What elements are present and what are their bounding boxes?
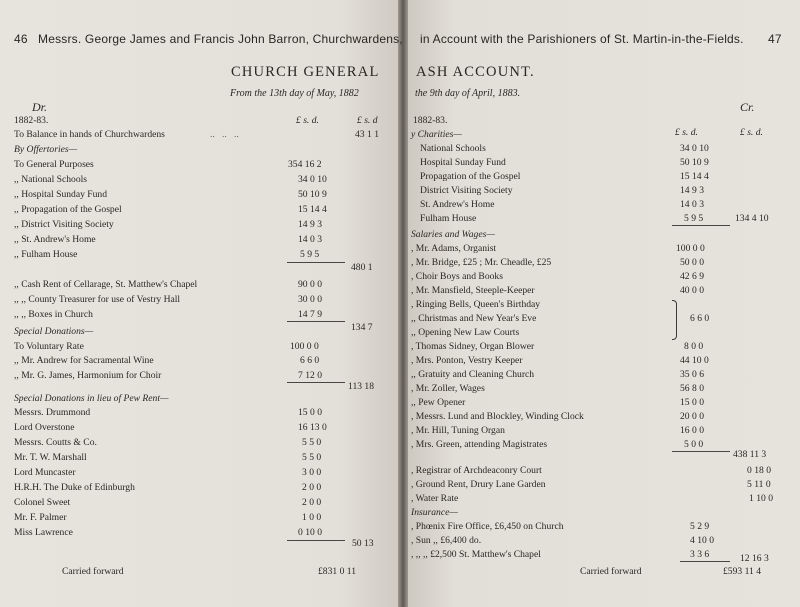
credit-amount: 50 0 0 — [680, 257, 704, 268]
account-title-right: ASH ACCOUNT. — [416, 64, 535, 80]
year-left: 1882-83. — [14, 115, 49, 126]
credit-amount: 5 9 5 — [684, 213, 704, 224]
leader-dots: .. .. .. — [210, 129, 239, 140]
carried-forward-total-left: £831 0 11 — [318, 566, 357, 577]
credit-row: , Mr. Hill, Tuning Organ — [411, 425, 505, 436]
debit-row: To Voluntary Rate — [14, 341, 84, 352]
left-running-title: Messrs. George James and Francis John Barron, Churchwardens, — [38, 32, 403, 46]
debit-row: Lord Overstone — [14, 422, 75, 433]
credit-row: ,, Pew Opener — [411, 397, 466, 408]
credit-amount: 14 9 3 — [680, 185, 704, 196]
debit-row: ,, ,, Boxes in Church — [14, 309, 93, 320]
debit-amount: 14 0 3 — [298, 234, 322, 245]
credit-row: ,, Christmas and New Year's Eve — [411, 313, 537, 324]
period-right: the 9th day of April, 1883. — [415, 88, 521, 99]
debit-row: ,, Cash Rent of Cellarage, St. Matthew's Chapel — [14, 279, 198, 290]
credit-row: Hospital Sunday Fund — [420, 157, 506, 168]
year-right: 1882-83. — [413, 115, 448, 126]
debit-amount: 0 10 0 — [298, 527, 322, 538]
debit-amount: 5 5 0 — [302, 452, 322, 463]
charities-heading: y Charities— — [411, 129, 462, 140]
credit-row: , Thomas Sidney, Organ Blower — [411, 341, 535, 352]
special-total: 113 18 — [348, 381, 375, 392]
debit-amount: 1 0 0 — [302, 512, 322, 523]
debit-row: ,, Mr. G. James, Harmonium for Choir — [14, 370, 162, 381]
debit-amount: 3 0 0 — [302, 467, 322, 478]
credit-row: , Mr. Zoller, Wages — [411, 383, 485, 394]
credit-amount: 100 0 0 — [676, 243, 705, 254]
balance-total: 43 1 1 — [355, 129, 379, 140]
credit-amount: 35 0 6 — [680, 369, 704, 380]
lsd-heading-right-1: £ s. d. — [675, 127, 698, 138]
debit-amount: 90 0 0 — [298, 279, 322, 290]
debit-amount: 5 5 0 — [302, 437, 322, 448]
debit-row: Messrs. Drummond — [14, 407, 91, 418]
debit-row: ,, ,, County Treasurer for use of Vestry Hall — [14, 294, 181, 305]
subtotal-rule — [672, 451, 730, 452]
credit-total: 0 18 0 — [747, 465, 771, 476]
debit-row: ,, Mr. Andrew for Sacramental Wine — [14, 355, 154, 366]
credit-row: , Choir Boys and Books — [411, 271, 503, 282]
debit-amount: 2 0 0 — [302, 482, 322, 493]
credit-row: , Registrar of Archdeaconry Court — [411, 465, 542, 476]
debit-row: Mr. T. W. Marshall — [14, 452, 87, 463]
credit-amount: 34 0 10 — [680, 143, 709, 154]
debit-amount: 354 16 2 — [288, 159, 322, 170]
right-running-title: in Account with the Parishioners of St. Martin-in-the-Fields. — [420, 32, 744, 46]
subtotal-rule — [672, 225, 730, 226]
salaries-heading: Salaries and Wages— — [411, 229, 495, 240]
credit-row: , Ringing Bells, Queen's Birthday — [411, 299, 541, 310]
credit-row: , Mr. Mansfield, Steeple-Keeper — [411, 285, 535, 296]
credit-row: ,, Opening New Law Courts — [411, 327, 520, 338]
insurance-heading: Insurance— — [411, 507, 458, 518]
credit-amount: 42 6 9 — [680, 271, 704, 282]
credit-amount: 44 10 0 — [680, 355, 709, 366]
dr-label: Dr. — [32, 100, 48, 114]
debit-row: ,, Propagation of the Gospel — [14, 204, 122, 215]
debit-row: Messrs. Coutts & Co. — [14, 437, 97, 448]
credit-amount: 16 0 0 — [680, 425, 704, 436]
carried-forward-total-right: £593 11 4 — [723, 566, 762, 577]
debit-amount: 5 9 5 — [300, 249, 320, 260]
credit-row: St. Andrew's Home — [420, 199, 495, 210]
book-gutter — [398, 0, 408, 607]
credit-amount: 14 0 3 — [680, 199, 704, 210]
lsd-heading-right-2: £ s. d. — [740, 127, 763, 138]
insurance-total: 12 16 3 — [740, 553, 769, 564]
balance-label: To Balance in hands of Churchwardens — [14, 129, 165, 140]
debit-row: Colonel Sweet — [14, 497, 71, 508]
credit-amount: 3 3 6 — [690, 549, 710, 560]
pew-total: 50 13 — [352, 538, 374, 549]
credit-total: 5 11 0 — [747, 479, 771, 490]
offertories-heading: By Offertories— — [14, 144, 78, 155]
pew-donations-heading: Special Donations in lieu of Pew Rent— — [14, 393, 169, 404]
special-donations-heading: Special Donations— — [14, 326, 94, 337]
subtotal-rule — [287, 321, 345, 322]
cr-label: Cr. — [740, 100, 755, 114]
lsd-heading-left-2: £ s. d — [357, 115, 378, 126]
debit-amount: 100 0 0 — [290, 341, 319, 352]
debit-row: ,, St. Andrew's Home — [14, 234, 96, 245]
cash-total: 134 7 — [351, 322, 373, 333]
debit-amount: 15 14 4 — [298, 204, 327, 215]
bells-brace — [672, 300, 677, 340]
credit-row: Fulham House — [420, 213, 477, 224]
credit-amount: 4 10 0 — [690, 535, 714, 546]
debit-row: Mr. F. Palmer — [14, 512, 67, 523]
credit-row: , Ground Rent, Drury Lane Garden — [411, 479, 546, 490]
credit-row: , Mrs. Green, attending Magistrates — [411, 439, 548, 450]
debit-amount: 16 13 0 — [298, 422, 327, 433]
debit-row: To General Purposes — [14, 159, 94, 170]
credit-amount: 5 0 0 — [684, 439, 704, 450]
left-page-number: 46 — [14, 32, 28, 46]
salaries-total: 438 11 3 — [733, 449, 767, 460]
debit-row: ,, Hospital Sunday Fund — [14, 189, 108, 200]
credit-amount: 5 2 9 — [690, 521, 710, 532]
period-left: From the 13th day of May, 1882 — [230, 88, 359, 99]
debit-row: ,, District Visiting Society — [14, 219, 114, 230]
subtotal-rule — [287, 382, 345, 383]
debit-amount: 2 0 0 — [302, 497, 322, 508]
credit-row: ,, Gratuity and Cleaning Church — [411, 369, 535, 380]
credit-row: , Messrs. Lund and Blockley, Winding Clock — [411, 411, 584, 422]
carried-forward-label-right: Carried forward — [580, 566, 642, 577]
credit-amount: 15 0 0 — [680, 397, 704, 408]
debit-amount: 7 12 0 — [298, 370, 322, 381]
charities-total: 134 4 10 — [735, 213, 769, 224]
debit-amount: 15 0 0 — [298, 407, 322, 418]
credit-row: District Visiting Society — [420, 185, 513, 196]
credit-row: , Mrs. Ponton, Vestry Keeper — [411, 355, 523, 366]
credit-row: Propagation of the Gospel — [420, 171, 521, 182]
offertories-total: 480 1 — [351, 262, 373, 273]
right-page-number: 47 — [768, 32, 782, 46]
credit-amount: 20 0 0 — [680, 411, 704, 422]
subtotal-rule — [680, 561, 730, 562]
bells-amount: 6 6 0 — [690, 313, 710, 324]
credit-row: National Schools — [420, 143, 486, 154]
credit-amount: 15 14 4 — [680, 171, 709, 182]
subtotal-rule — [287, 540, 345, 541]
account-title-left: CHURCH GENERAL — [231, 64, 380, 80]
debit-row: Miss Lawrence — [14, 527, 73, 538]
credit-row: , ,, ,, £2,500 St. Matthew's Chapel — [411, 549, 541, 560]
credit-amount: 40 0 0 — [680, 285, 704, 296]
carried-forward-label-left: Carried forward — [62, 566, 124, 577]
lsd-heading-left-1: £ s. d. — [296, 115, 319, 126]
credit-row: , Sun ,, £6,400 do. — [411, 535, 482, 546]
credit-row: , Mr. Adams, Organist — [411, 243, 497, 254]
debit-row: H.R.H. The Duke of Edinburgh — [14, 482, 135, 493]
credit-row: , Phœnix Fire Office, £6,450 on Church — [411, 521, 564, 532]
debit-row: ,, Fulham House — [14, 249, 78, 260]
debit-row: ,, National Schools — [14, 174, 88, 185]
debit-amount: 30 0 0 — [298, 294, 322, 305]
credit-total: 1 10 0 — [749, 493, 773, 504]
debit-amount: 34 0 10 — [298, 174, 327, 185]
debit-row: Lord Muncaster — [14, 467, 76, 478]
debit-amount: 50 10 9 — [298, 189, 327, 200]
debit-amount: 6 6 0 — [300, 355, 320, 366]
credit-amount: 56 8 0 — [680, 383, 704, 394]
subtotal-rule — [287, 262, 345, 263]
credit-amount: 8 0 0 — [684, 341, 704, 352]
debit-amount: 14 7 9 — [298, 309, 322, 320]
credit-row: , Water Rate — [411, 493, 459, 504]
credit-row: , Mr. Bridge, £25 ; Mr. Cheadle, £25 — [411, 257, 552, 268]
debit-amount: 14 9 3 — [298, 219, 322, 230]
credit-amount: 50 10 9 — [680, 157, 709, 168]
